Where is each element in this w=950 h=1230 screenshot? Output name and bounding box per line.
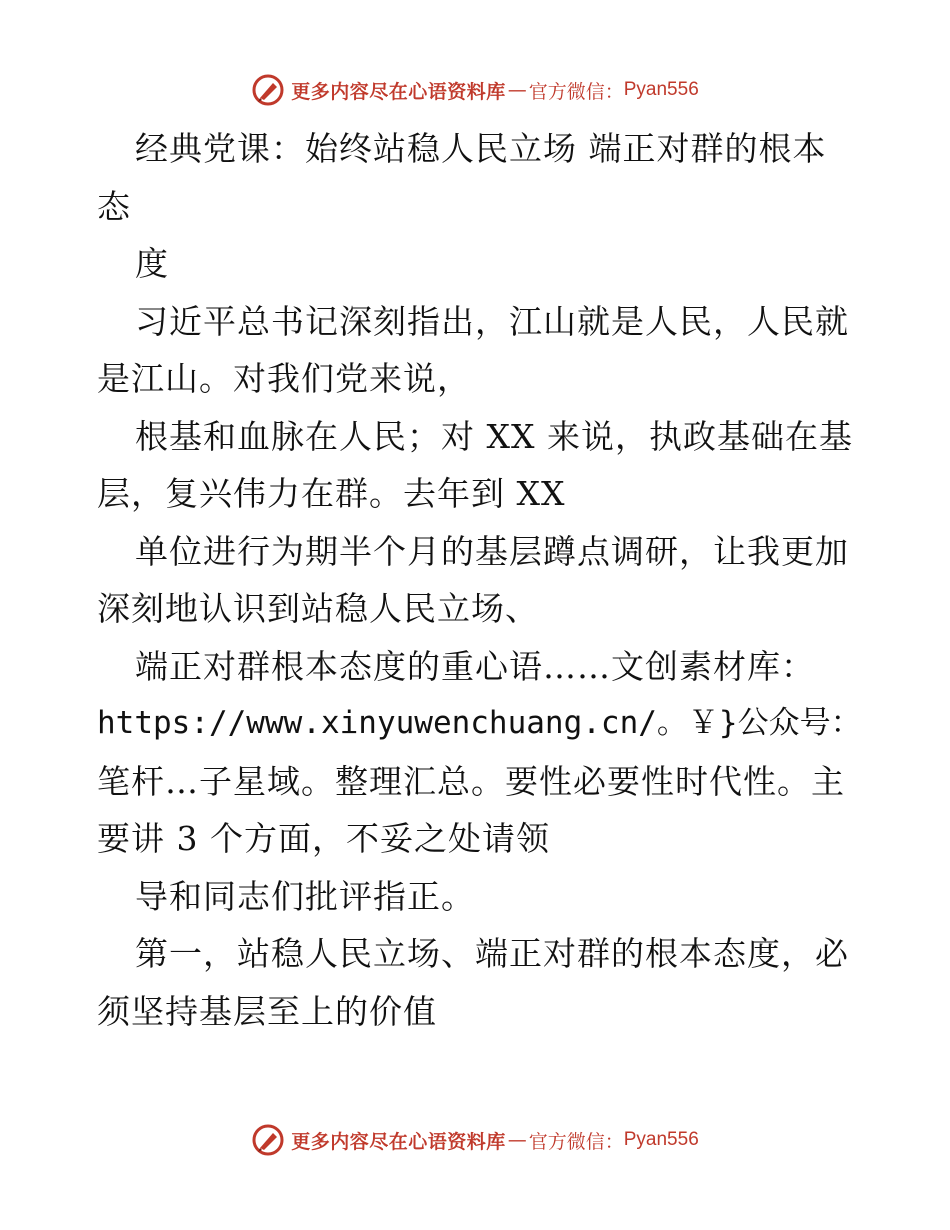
- paragraph-line: 层，复兴伟力在群。去年到 XX: [97, 474, 566, 513]
- document-body: [97, 120, 862, 1040]
- footer-official: 官方微信：: [528, 1130, 624, 1153]
- header-brand: 更多内容尽在心语资料库: [291, 80, 506, 103]
- paragraph-line: 导和同志们批评指正。: [135, 876, 475, 916]
- paragraph-line: 端正对群根本态度的重心语……文创素材库：: [135, 646, 815, 686]
- paragraph-line: 习近平总书记深刻指出，江山就是人民，人民就: [135, 301, 849, 341]
- url-line: https://www.xinyuwenchuang.cn/。￥}公众号：: [97, 705, 862, 741]
- header-watermark: [0, 70, 950, 110]
- footer-watermark: [0, 1120, 950, 1160]
- header-wechat: Pyan556: [623, 79, 699, 100]
- pen-logo-icon: [251, 73, 285, 107]
- paragraph-line: 根基和血脉在人民；对 XX 来说，执政基础在基: [135, 416, 853, 456]
- header-separator: —: [507, 79, 527, 101]
- paragraph-line: 是江山。对我们党来说，: [97, 359, 471, 398]
- title-line-3: 度: [135, 244, 169, 283]
- paragraph-line: 笔杆…子星域。整理汇总。要性必要性时代性。主: [97, 761, 845, 801]
- header-official: 官方微信：: [528, 80, 624, 103]
- title-line-2: 态: [97, 186, 131, 226]
- title-line-1: 经典党课：始终站稳人民立场 端正对群的根本: [135, 129, 827, 168]
- paragraph-line: 须坚持基层至上的价值: [97, 991, 437, 1031]
- paragraph-line: 深刻地认识到站稳人民立场、: [97, 589, 539, 628]
- footer-separator: —: [507, 1129, 527, 1151]
- footer-brand: 更多内容尽在心语资料库: [291, 1130, 506, 1153]
- pen-logo-icon: [251, 1123, 285, 1157]
- paragraph-line: 第一，站稳人民立场、端正对群的根本态度，必: [135, 934, 849, 973]
- paragraph-line: 要讲 3 个方面，不妥之处请领: [97, 819, 550, 858]
- paragraph-line: 单位进行为期半个月的基层蹲点调研，让我更加: [135, 531, 849, 571]
- footer-wechat: Pyan556: [623, 1129, 699, 1150]
